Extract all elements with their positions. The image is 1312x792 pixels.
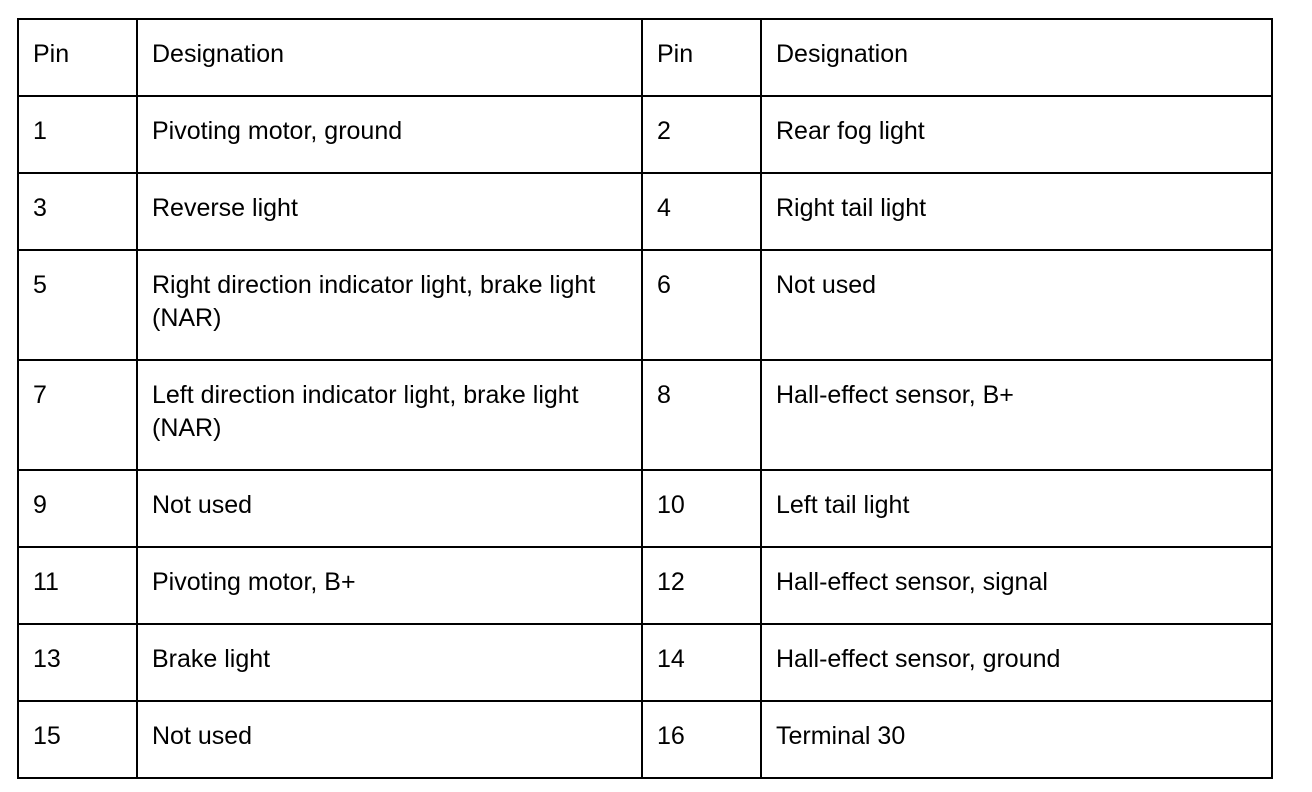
designation-cell: Reverse light (137, 173, 642, 250)
pin-assignment-table (17, 18, 1273, 779)
header-designation: Designation (137, 19, 642, 96)
pin-cell: 5 (18, 250, 137, 360)
table-row (18, 173, 1272, 250)
designation-cell: Not used (761, 250, 1272, 360)
table-header-row (18, 19, 1272, 96)
designation-cell: Hall-effect sensor, ground (761, 624, 1272, 701)
pin-cell: 13 (18, 624, 137, 701)
designation-cell: Not used (137, 701, 642, 778)
pin-cell: 14 (642, 624, 761, 701)
table-row (18, 624, 1272, 701)
table-row (18, 547, 1272, 624)
pin-cell: 11 (18, 547, 137, 624)
table-row (18, 470, 1272, 547)
designation-cell: Pivoting motor, ground (137, 96, 642, 173)
designation-cell: Right direction indicator light, brake light (NAR) (137, 250, 642, 360)
pin-cell: 1 (18, 96, 137, 173)
table-row (18, 360, 1272, 470)
pin-cell: 7 (18, 360, 137, 470)
pin-cell: 9 (18, 470, 137, 547)
designation-cell: Brake light (137, 624, 642, 701)
designation-cell: Terminal 30 (761, 701, 1272, 778)
designation-cell: Hall-effect sensor, B+ (761, 360, 1272, 470)
designation-cell: Pivoting motor, B+ (137, 547, 642, 624)
pin-cell: 12 (642, 547, 761, 624)
pin-cell: 8 (642, 360, 761, 470)
pin-cell: 15 (18, 701, 137, 778)
header-designation: Designation (761, 19, 1272, 96)
pin-cell: 10 (642, 470, 761, 547)
designation-cell: Left direction indicator light, brake light (NAR) (137, 360, 642, 470)
table-row (18, 250, 1272, 360)
designation-cell: Not used (137, 470, 642, 547)
designation-cell: Hall-effect sensor, signal (761, 547, 1272, 624)
designation-cell: Left tail light (761, 470, 1272, 547)
table-row (18, 96, 1272, 173)
pin-cell: 6 (642, 250, 761, 360)
table-row (18, 701, 1272, 778)
pin-cell: 3 (18, 173, 137, 250)
header-pin: Pin (642, 19, 761, 96)
pin-cell: 2 (642, 96, 761, 173)
designation-cell: Rear fog light (761, 96, 1272, 173)
pin-cell: 16 (642, 701, 761, 778)
header-pin: Pin (18, 19, 137, 96)
designation-cell: Right tail light (761, 173, 1272, 250)
pin-cell: 4 (642, 173, 761, 250)
